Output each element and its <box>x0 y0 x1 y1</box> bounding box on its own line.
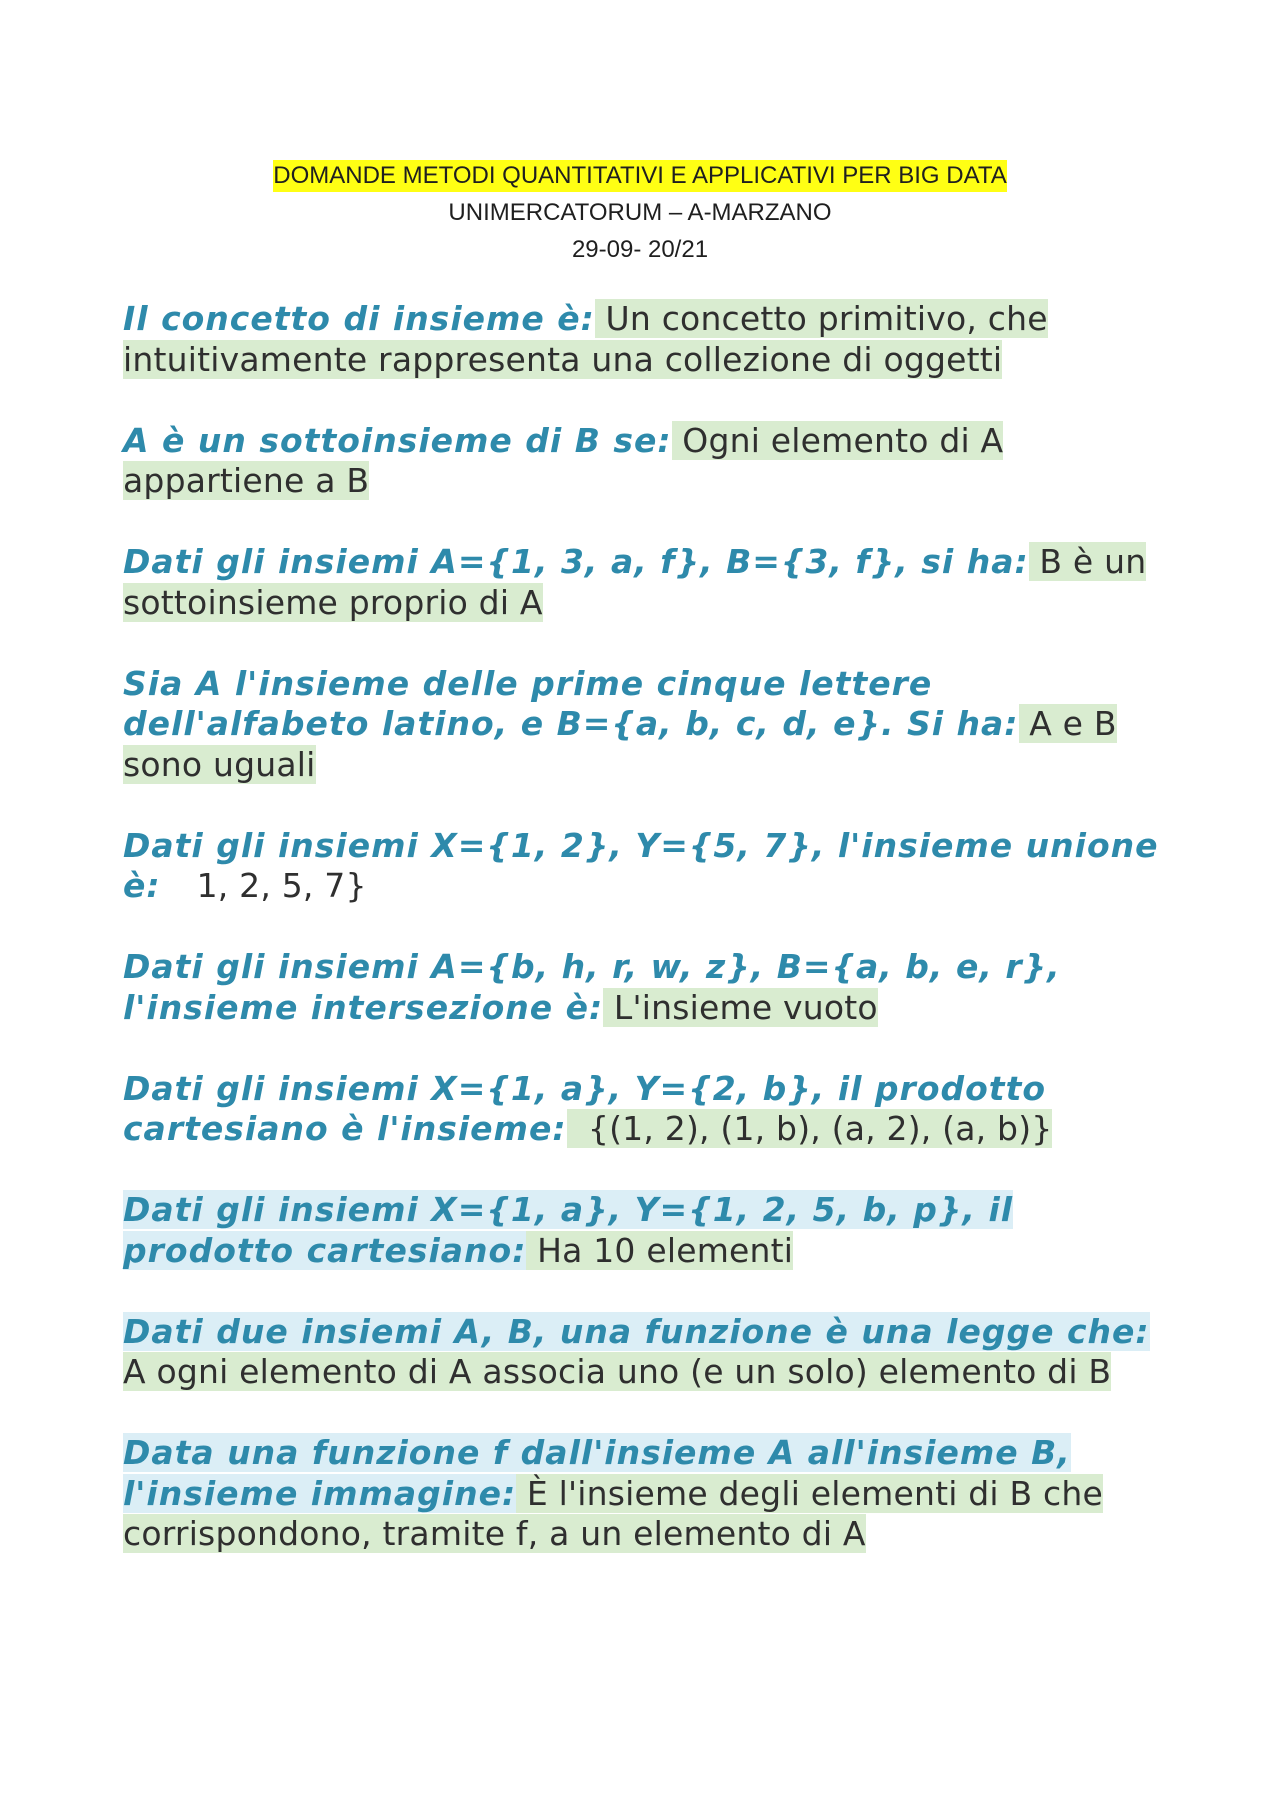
question: Dati gli insiemi X={1, a}, Y={1, 2, 5, b, p}, il prodotto cartesiano: <box>123 1190 1014 1270</box>
answer: Un concetto primitivo, che intuitivamente rappresenta una collezione di oggetti <box>123 299 1048 379</box>
qa-item <box>123 947 1183 1028</box>
question: A è un sottoinsieme di B se: <box>123 420 672 460</box>
qa-item <box>123 664 1183 786</box>
answer: L'insieme vuoto <box>603 987 878 1027</box>
document-date: 29-09- 20/21 <box>571 236 709 263</box>
qa-item <box>123 1433 1183 1555</box>
qa-item <box>123 1312 1183 1393</box>
question: Dati gli insiemi X={1, a}, Y={2, b}, il prodotto cartesiano è l'insieme: <box>123 1068 1047 1148</box>
answer: È l'insieme degli elementi di B che corrispondono, tramite f, a un elemento di A <box>123 1473 1103 1553</box>
question: Data una funzione f dall'insieme A all'insieme B, l'insieme immagine: <box>123 1433 1071 1513</box>
answer: Ha 10 elementi <box>526 1230 794 1270</box>
qa-item <box>123 542 1183 623</box>
qa-item <box>123 826 1183 907</box>
question: Dati gli insiemi X={1, 2}, Y={5, 7}, l'insieme unione è: <box>123 825 1159 905</box>
document-subtitle: UNIMERCATORUM – A-MARZANO <box>448 199 832 226</box>
question: Dati gli insiemi A={1, 3, a, f}, B={3, f}, si ha: <box>123 542 1029 581</box>
qa-item <box>123 299 1183 380</box>
qa-item <box>123 421 1183 502</box>
answer: A ogni elemento di A associa uno (e un solo) elemento di B <box>123 1352 1112 1391</box>
answer: A e B sono uguali <box>123 704 1117 784</box>
answer: 1, 2, 5, 7} <box>196 866 367 905</box>
answer: {(1, 2), (1, b), (a, 2), (a, b)} <box>566 1109 1053 1148</box>
answer: Ogni elemento di A appartiene a B <box>123 420 1004 500</box>
qa-list <box>123 299 1183 1595</box>
qa-item <box>123 1190 1183 1271</box>
question: Sia A l'insieme delle prime cinque lettere dell'alfabeto latino, e B={a, b, c, d, e}. Si ha: <box>123 663 1019 743</box>
question: Dati gli insiemi A={b, h, r, w, z}, B={a, b, e, r}, l'insieme intersezione è: <box>123 947 1061 1027</box>
qa-item <box>123 1069 1183 1150</box>
question: Dati due insiemi A, B, una funzione è una legge che: <box>123 1311 1150 1351</box>
question: Il concetto di insieme è: <box>123 299 595 338</box>
document-title: DOMANDE METODI QUANTITATIVI E APPLICATIVI PER BIG DATA <box>273 160 1006 192</box>
document-header <box>0 157 1280 268</box>
answer: B è un sottoinsieme proprio di A <box>123 542 1147 622</box>
